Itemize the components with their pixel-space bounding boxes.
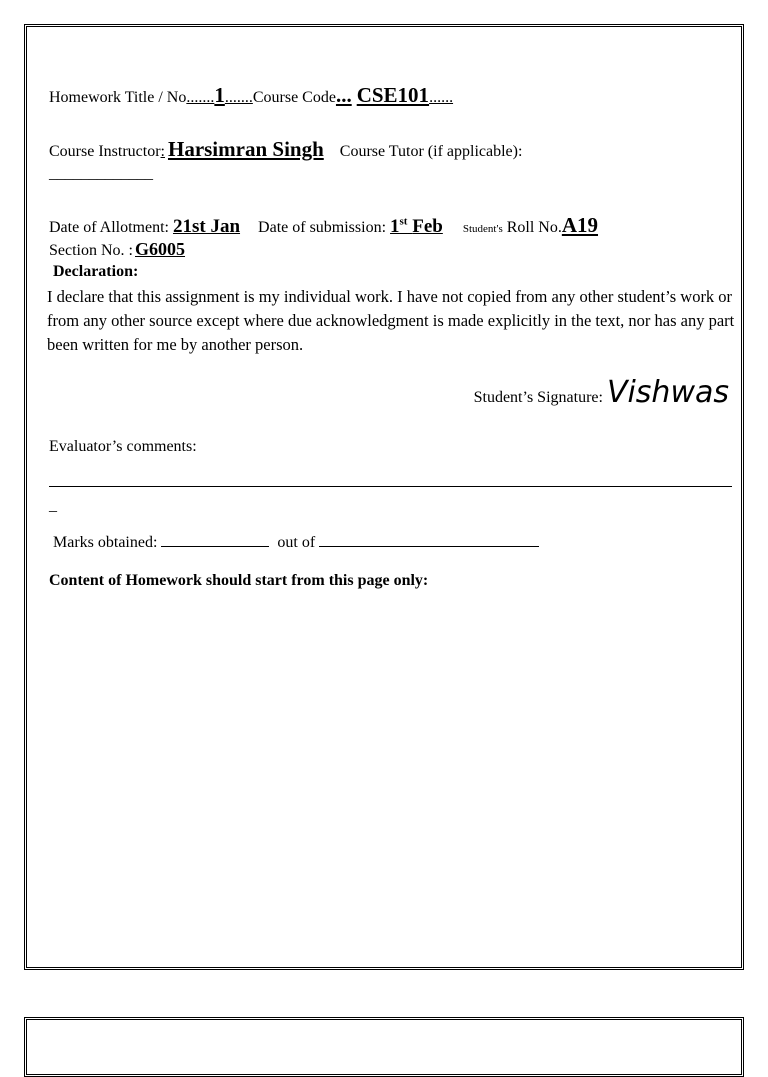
signature-label: Student’s Signature:	[473, 389, 603, 406]
instructor-name: Harsimran Singh	[167, 137, 324, 161]
tutor-label: Course Tutor (if applicable):	[339, 143, 523, 160]
out-of-label: out of	[277, 534, 316, 551]
student-signature: Vishwas	[606, 375, 729, 410]
declaration-text: I declare that this assignment is my individual work. I have not copied from any other student’s work or from any other source except where due acknowledgment is made explicitly in the text, nor has any part been written for me by another person.	[47, 287, 735, 354]
course-code-pre: ...	[335, 83, 352, 107]
submission-month: Feb	[412, 216, 443, 237]
section-label: Section No. :	[49, 242, 133, 259]
homework-pre-dots: .......	[186, 89, 215, 106]
section-value: G6005	[135, 239, 186, 259]
comments-rule	[49, 486, 732, 487]
comments-trailing-dash: _	[49, 497, 57, 514]
roll-value: A19	[561, 213, 599, 237]
homework-title-line	[49, 83, 453, 108]
cover-page	[24, 24, 744, 970]
course-code-value: CSE101	[356, 83, 430, 107]
allotment-label: Date of Allotment:	[49, 219, 169, 236]
submission-day: 1	[390, 216, 400, 237]
instructor-colon: :	[160, 143, 165, 160]
roll-small-label: Student's	[462, 223, 503, 235]
signature-block	[474, 375, 729, 410]
declaration-heading: Declaration:	[53, 263, 139, 280]
submission-label: Date of submission:	[258, 219, 387, 236]
submission-suffix: st	[399, 215, 408, 228]
submission-value	[390, 216, 443, 237]
course-code-post: ......	[429, 89, 454, 106]
marks-obtained-blank	[161, 532, 269, 547]
roll-label: Roll No.	[506, 219, 562, 236]
course-code-label: Course Code	[252, 89, 336, 106]
marks-obtained-label: Marks obtained:	[53, 534, 158, 551]
homework-title-label: Homework Title / No	[49, 89, 187, 106]
marks-line	[53, 532, 539, 552]
dates-line	[49, 213, 598, 238]
next-page-frame	[24, 1017, 744, 1077]
section-line	[49, 239, 185, 260]
instructor-line	[49, 137, 522, 162]
evaluator-comments-label: Evaluator’s comments:	[49, 438, 197, 455]
allotment-value: 21st Jan	[172, 216, 241, 237]
homework-post-dots: .......	[224, 89, 253, 106]
instructor-label: Course Instructor	[49, 143, 161, 160]
content-start-note: Content of Homework should start from this page only:	[49, 572, 429, 589]
tutor-blank: _____________	[49, 165, 153, 182]
out-of-blank	[319, 532, 539, 547]
homework-number: 1	[214, 83, 225, 107]
